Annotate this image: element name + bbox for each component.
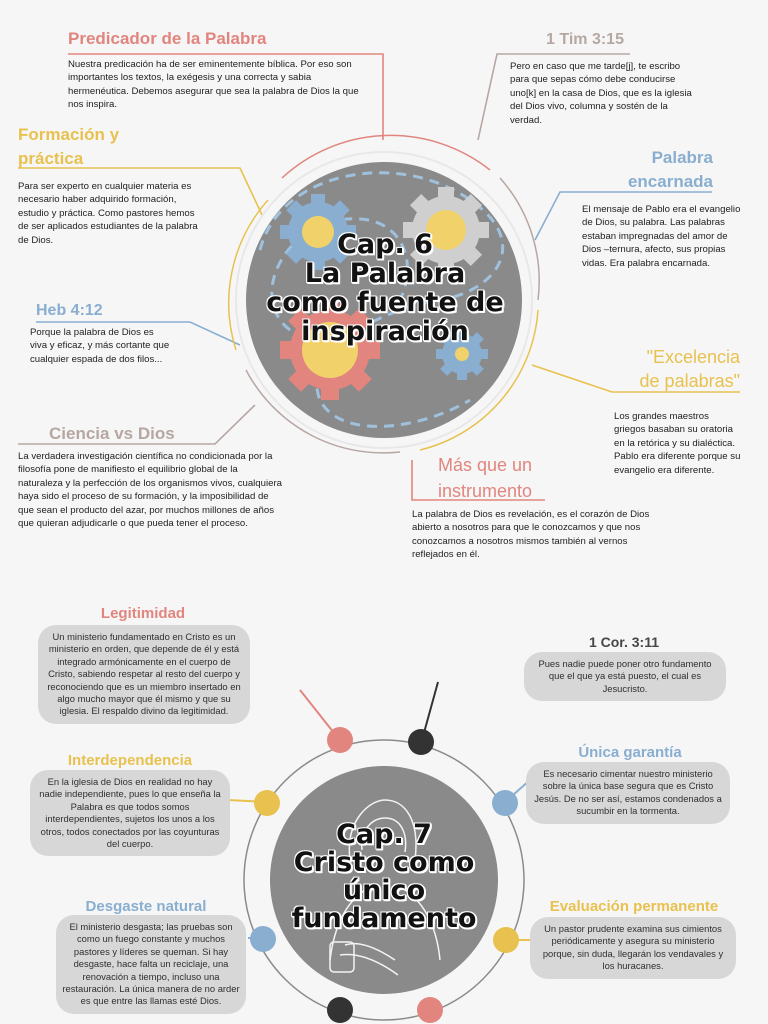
garantia-card: Es necesario cimentar nuestro ministerio sobre la única base segura que es Cristo Jesús. De no ser así, estamos condenados a sucumbir en la tormenta.: [526, 762, 730, 824]
chapter7-title-line: Cap. 7: [336, 819, 432, 850]
chapter6-title-line: Cap. 6: [337, 229, 433, 260]
excelencia-text: Los grandes maestros griegos basaban su oratoria en la retórica y su dialéctica. Pablo era diferente porque su evangelio era diferente.: [614, 411, 741, 476]
garantia-heading: Única garantía: [578, 744, 682, 761]
chapter7-title-line: fundamento: [291, 903, 477, 934]
chapter7-title-line: único: [342, 875, 426, 906]
ciencia-heading: Ciencia vs Dios: [49, 424, 175, 443]
excelencia-heading-line: de palabras": [639, 371, 740, 391]
chapter7-title: [268, 821, 500, 933]
encarnada-heading-line: encarnada: [627, 172, 713, 191]
formacion-heading-line: Formación y: [18, 125, 120, 144]
corintios-card: Pues nadie puede poner otro fundamento que el que ya está puesto, el cual es Jesucristo.: [524, 652, 726, 701]
hebreos-heading: Heb 4:12: [36, 302, 103, 319]
evaluacion-heading: Evaluación permanente: [549, 898, 719, 915]
ciencia-text: La verdadera investigación científica no condicionada por la filosofía pone de manifiesto el equilibrio global de la naturaleza y la perfección de los organismos vivos, cualquiera haya sido el proceso de su formación, y la imposibilidad de que sean el producto del azar, por muchos millones de años que quieran adjudicarle o que pueda tener el proceso.: [18, 451, 282, 530]
formacion-heading: [18, 123, 119, 171]
predicador-heading: Predicador de la Palabra: [68, 29, 267, 48]
instrumento-heading: [420, 452, 550, 504]
predicador-text: Nuestra predicación ha de ser eminentemente bíblica. Por eso son importantes los textos, la exégesis y una correcta y sabia hermenéutica. Debemos asegurar que sea la palabra de Dios la que nos inspira.: [68, 59, 359, 111]
hebreos-text: Porque la palabra de Dios es viva y eficaz, y más cortante que cualquier espada de dos filos...: [30, 327, 170, 365]
chapter7-title-line: Cristo como: [293, 847, 475, 878]
corintios-heading: 1 Cor. 3:11: [588, 634, 660, 650]
desgaste-heading: Desgaste natural: [85, 898, 207, 915]
formacion-text: Para ser experto en cualquier materia es necesario haber adquirido formación, estudio y práctica. Como pastores hemos de ser aplicados estudiantes de la palabra de Dios.: [18, 181, 198, 246]
instrumento-heading-line: instrumento: [437, 481, 533, 501]
interdependencia-heading: Interdependencia: [67, 752, 193, 769]
formacion-heading-line: práctica: [18, 149, 84, 168]
timoteo-text: Pero en caso que me tarde[j], te escribo para que sepas cómo debe conducirse uno[k] en la casa de Dios, que es la iglesia del Dios vivo, columna y sostén de la verdad.: [510, 61, 692, 126]
evaluacion-card: Un pastor prudente examina sus cimientos periódicamente y asegura su ministerio porque, sin duda, llegarán los vendavales y los huracanes.: [530, 917, 736, 979]
chapter6-title: [240, 230, 530, 346]
timoteo-heading: 1 Tim 3:15: [546, 31, 624, 48]
chapter6-title-line: La Palabra: [304, 258, 466, 289]
encarnada-heading-line: Palabra: [651, 148, 713, 167]
excelencia-heading-line: "Excelencia: [646, 347, 740, 367]
chapter6-title-line: como fuente de: [266, 287, 504, 318]
chapter6-title-line: inspiración: [301, 316, 469, 347]
legitimidad-card: Un ministerio fundamentado en Cristo es un ministerio en orden, que depende de él y está integrado armónicamente en el cuerpo de Cristo, sabiendo respetar al resto del cuerpo y reconociendo que es un miembro insertado en algo mucho mayor que él mismo y que su iglesia. El respaldo divino da legitimidad.: [38, 625, 250, 724]
encarnada-heading: [600, 146, 713, 194]
interdependencia-card: En la iglesia de Dios en realidad no hay nadie independiente, pues lo que enseña la Palabra es que todos somos interdependientes, sujetos los unos a los otros, todos conectados por las coyunturas del cuerpo.: [30, 770, 230, 856]
desgaste-card: El ministerio desgasta; las pruebas son como un fuego constante y muchos pastores y líderes se queman. Si hay desgaste, hace falta un reciclaje, una renovación a tiempo, incluso una restauración. La única manera de no arder es que entre las llamas esté Dios.: [56, 915, 246, 1014]
legitimidad-heading: Legitimidad: [100, 605, 186, 622]
instrumento-heading-line: Más que un: [437, 455, 533, 475]
instrumento-text: La palabra de Dios es revelación, es el corazón de Dios abierto a nosotros para que le conozcamos y que nos conozcamos a nosotros mismos también al vernos reflejados en él.: [412, 509, 650, 561]
encarnada-text: El mensaje de Pablo era el evangelio de Dios, su palabra. Las palabras estaban impregnadas del amor de Dios –ternura, afecto, sus propias vidas. Era palabra encarnada.: [582, 204, 741, 269]
excelencia-heading: [600, 345, 740, 393]
